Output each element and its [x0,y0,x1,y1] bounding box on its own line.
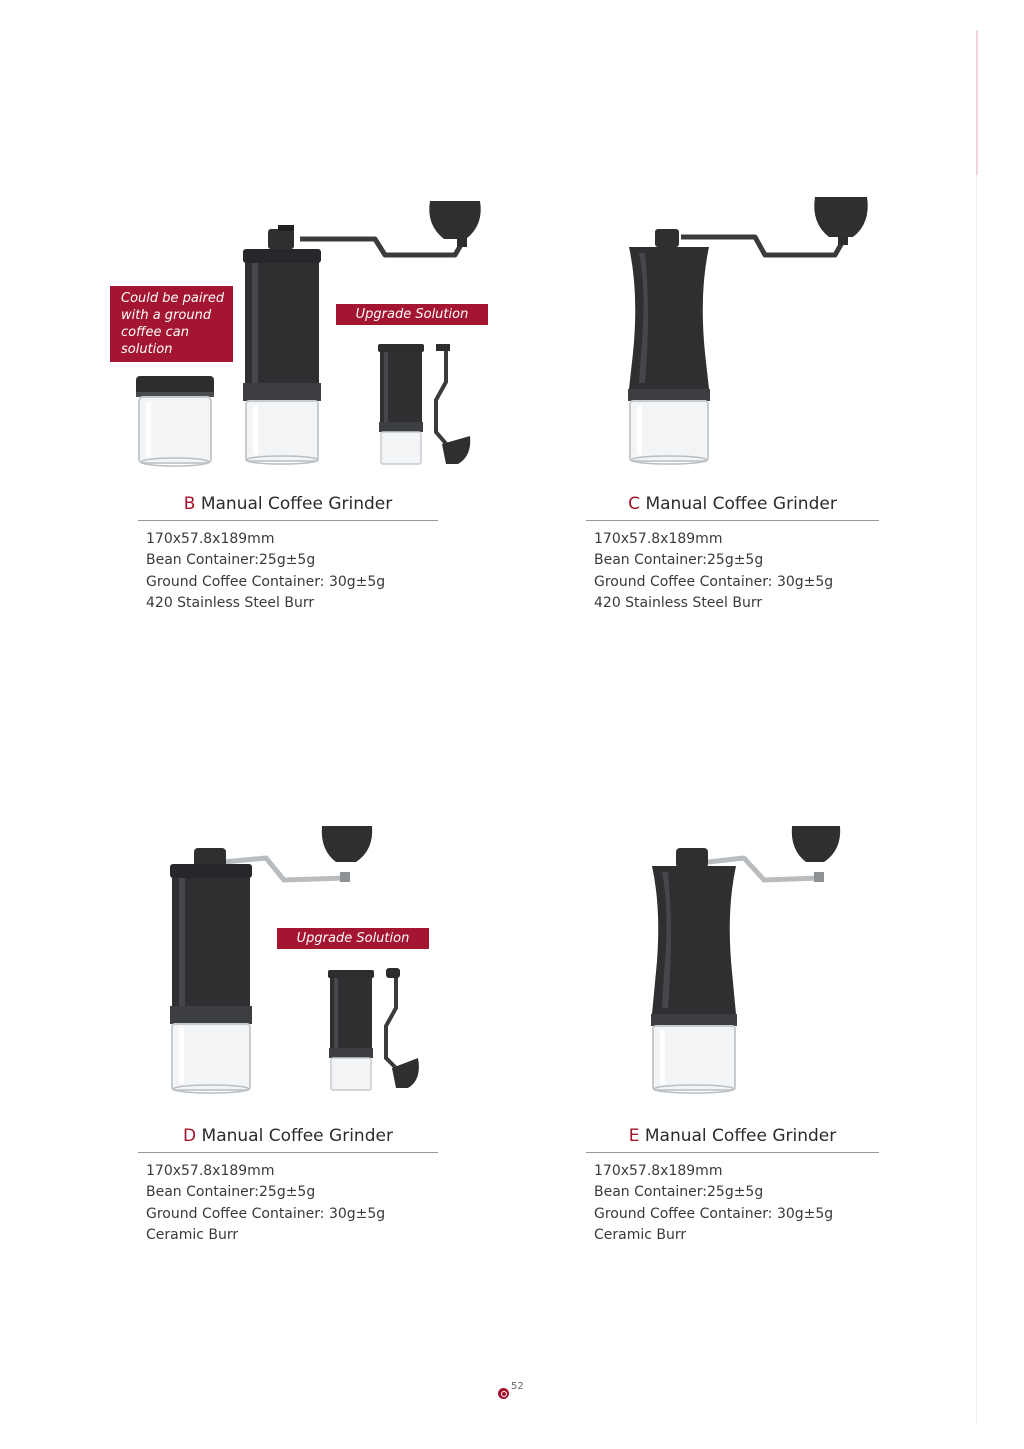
product-name: Manual Coffee Grinder [645,494,837,514]
product-name: Manual Coffee Grinder [200,494,393,514]
product-e [586,1126,879,1246]
product-b-specs [138,529,438,614]
product-c-title [586,494,879,521]
pairing-badge: Could be paired with a ground coffee can solution [110,286,233,362]
product-letter: E [628,1126,640,1146]
spec-burr: Ceramic Burr [146,1226,239,1243]
spec-bean-container: Bean Container:25g±5g [146,552,316,569]
spec-ground-container: Ground Coffee Container: 30g±5g [146,1205,386,1222]
product-d-title [138,1126,438,1153]
spec-dimensions: 170x57.8x189mm [594,1163,723,1179]
grinder-c-image [625,193,875,468]
product-d [138,1126,438,1246]
upgrade-grinder-d-image [324,966,424,1096]
spec-burr: 420 Stainless Steel Burr [146,594,315,611]
product-letter: C [628,494,641,514]
product-name: Manual Coffee Grinder [644,1126,837,1146]
product-b-title [138,494,438,521]
product-c-specs [586,529,879,614]
spec-ground-container: Ground Coffee Container: 30g±5g [594,573,834,590]
spec-bean-container: Bean Container:25g±5g [146,1184,316,1201]
product-d-specs [138,1161,438,1246]
product-name: Manual Coffee Grinder [201,1126,393,1146]
page-number [498,1381,524,1399]
spec-dimensions: 170x57.8x189mm [146,531,275,547]
page-edge-line [976,30,977,1425]
upgrade-solution-badge: Upgrade Solution [277,928,429,949]
page-edge-accent [976,30,978,175]
ground-coffee-can-image [130,370,220,470]
upgrade-solution-badge: Upgrade Solution [336,304,488,325]
product-b [138,494,438,614]
spec-dimensions: 170x57.8x189mm [594,531,723,547]
spec-bean-container: Bean Container:25g±5g [594,1184,764,1201]
product-c [586,494,879,614]
spec-bean-container: Bean Container:25g±5g [594,552,764,569]
product-e-title [586,1126,879,1153]
product-letter: D [183,1126,197,1146]
spec-burr: 420 Stainless Steel Burr [594,594,763,611]
page-number-icon [498,1388,509,1399]
spec-dimensions: 170x57.8x189mm [146,1163,275,1179]
product-e-specs [586,1161,879,1246]
spec-ground-container: Ground Coffee Container: 30g±5g [146,573,386,590]
page-number-text: 52 [511,1381,524,1392]
grinder-e-image [648,822,848,1097]
upgrade-grinder-b-image [374,340,474,470]
spec-burr: Ceramic Burr [594,1226,687,1243]
spec-ground-container: Ground Coffee Container: 30g±5g [594,1205,834,1222]
product-letter: B [183,494,196,514]
